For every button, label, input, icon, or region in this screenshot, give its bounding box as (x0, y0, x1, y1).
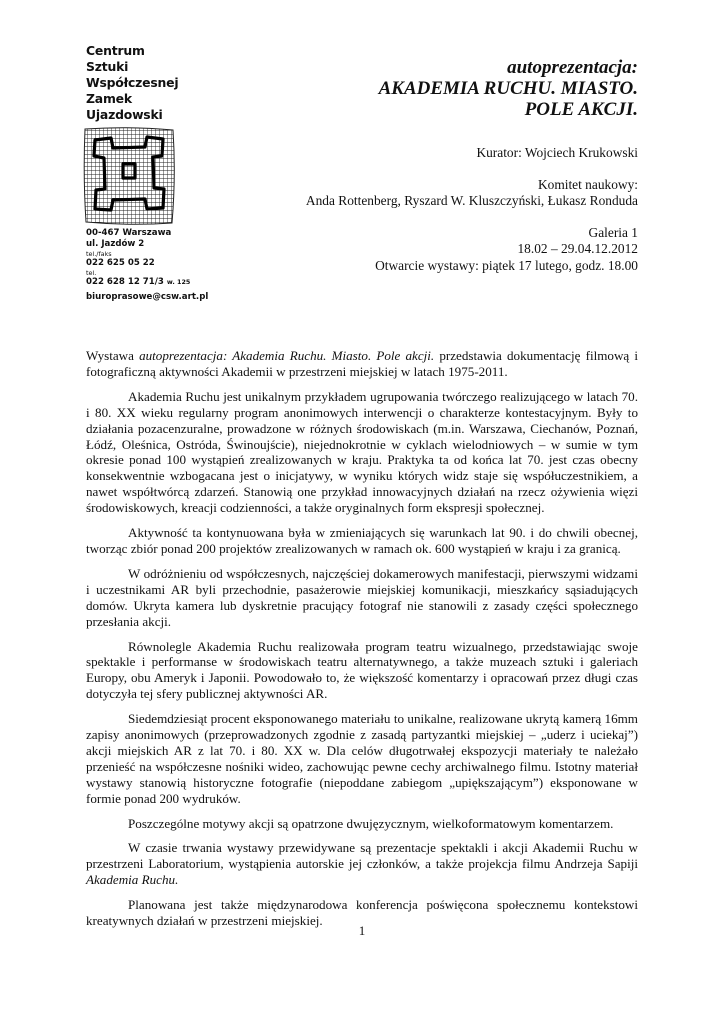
committee-members: Anda Rottenberg, Ryszard W. Kluszczyński, Łukasz Ronduda (305, 193, 638, 208)
exhibition-title-inline: autoprezentacja: Akademia Ruchu. Miasto. Pole akcji. (139, 348, 435, 363)
institution-contact (86, 228, 226, 303)
paragraph: Równolegle Akademia Ruchu realizowała program teatru wizualnego, przedstawiając swoje spektakle i performanse w środowiskach teatru alternatywnego, a także muzeach sztuki i galeriach Europy, obu Ameryk i Japonii. Powodowało to, że większość komentarzy i opracowań przez długi czas dotyczyła tej sfery publicznej aktywności AR. (86, 638, 638, 702)
institution-name-line: Współczesnej (86, 75, 179, 90)
address-street: ul. Jazdów 2 (86, 239, 145, 249)
committee-heading: Komitet naukowy: (537, 177, 638, 192)
exhibition-subtitle: autoprezentacja: (507, 57, 638, 78)
paragraph: Akademia Ruchu jest unikalnym przykładem ugrupowania twórczego realizującego w latach 70. i 80. XX wieku regularny program anonimowych interwencji o charakterze kontestacyjnym. Były to działania pozacenzuralne, prowadzone w różnych środowiskach (m.in. Warszawa, Ciechanów, Poznań, Łódź, Oleśnica, Ostróda, Świnoujście), niejednokrotnie w cyklach wielodniowych – w sumie w tym okresie ponad 100 wystąpień zrealizowanych w kraju. Praktyka ta od końca lat 70. jest czas obecny konsekwentnie wzbogacana jest o inicjatywy, w wyniku których widz staje się współuczestnikiem, a nawet współtwórcą zdarzeń. Stanowią one przykład innowacyjnych działań na rzecz ożywienia więzi środowiskowych, kreacji codzienności, a także oryginalnych form ekspresji społecznej. (86, 388, 638, 516)
paragraph: W odróżnieniu od współczesnych, najczęściej dokamerowych manifestacji, pierwszymi widzami i uczestnikami AR byli przechodnie, pasażerowie miejskiej komunikacji, mieszkańcy sąsiadujących domów. Ukryta kamera lub dyskretnie pracujący fotograf nie stanowili z zasady części społecznego przesłania akcji. (86, 565, 638, 629)
paragraph (86, 348, 638, 380)
paragraph: Planowana jest także międzynarodowa konferencja poświęcona społecznemu kontekstowi kreatywnych działań w przestrzeni miejskiej. (86, 897, 638, 929)
institution-name (86, 43, 196, 123)
exhibition-title-line-1: AKADEMIA RUCHU. MIASTO. (378, 78, 638, 99)
paragraph-text: W czasie trwania wystawy przewidywane są prezentacje spektakli i akcji Akademii Ruchu w przestrzeni Laboratorium, wystąpienia autorskie jej członków, a także projekcja filmu Andrzeja Sapiji (86, 840, 638, 872)
paragraph: Siedemdziesiąt procent eksponowanego materiału to unikalne, realizowane ukrytą kamerą 16mm zapisy anonimowych (przeprowadzonych zgodnie z zasadą partyzantki miejskiej – „uderz i uciekaj”) akcji miejskich AR z lat 70. i 80. XX w. Dla celów długotrwałej ekspozycji materiały te należało przenieść na współczesne nośniki wideo, zachowując pewne cechy archiwalnego filmu. Istotny materiał wystawy stanowią historyczne fotografie (niepoddane zabiegom „upiększającym”) eksponowane w formie ponad 200 wydruków. (86, 711, 638, 806)
press-release-body (86, 348, 638, 938)
tel-number-line (86, 277, 226, 288)
tel-extension: w. 125 (166, 278, 191, 286)
paragraph: Poszczególne motywy akcji są opatrzone dwujęzycznym, wielkoformatowym komentarzem. (128, 815, 614, 831)
press-email: biuroprasowe@csw.art.pl (86, 292, 209, 302)
paragraph: Aktywność ta kontynuowana była w zmieniających się warunkach lat 90. i do chwili obecnej, tworząc zbiór ponad 200 projektów zrealizowanych w ramach ok. 600 wystąpień w kraju i za granicą. (86, 525, 638, 556)
telfax-label: tel./faks (86, 250, 112, 258)
page-number: 1 (358, 923, 366, 938)
institution-name-line: Zamek (86, 91, 132, 106)
paragraph-text: przedstawia dokumentację filmową i fotograficzną aktywności Akademii w przestrzeni miejskiej w latach 1975-2011. (86, 348, 638, 379)
curator-line: Kurator: Wojciech Krukowski (476, 145, 638, 160)
institution-name-line: Ujazdowski (86, 107, 163, 122)
film-title-inline: Akademia Ruchu. (86, 872, 179, 888)
telfax-number: 022 625 05 22 (86, 258, 155, 268)
institution-name-line: Sztuki (86, 59, 129, 74)
opening-info: Otwarcie wystawy: piątek 17 lutego, godz. 18.00 (375, 258, 638, 273)
address-city: 00-467 Warszawa (86, 228, 172, 238)
exhibition-dates: 18.02 – 29.04.12.2012 (517, 241, 638, 256)
gallery-name: Galeria 1 (588, 225, 638, 240)
paragraph-text: Wystawa (86, 348, 140, 363)
tel-number: 022 628 12 71/3 (86, 277, 164, 287)
exhibition-title-line-2: POLE AKCJI. (524, 99, 638, 120)
castle-grid-logo (83, 126, 175, 226)
tel-label: tel. (86, 269, 97, 277)
institution-name-line: Centrum (86, 43, 145, 58)
paragraph (86, 840, 638, 888)
